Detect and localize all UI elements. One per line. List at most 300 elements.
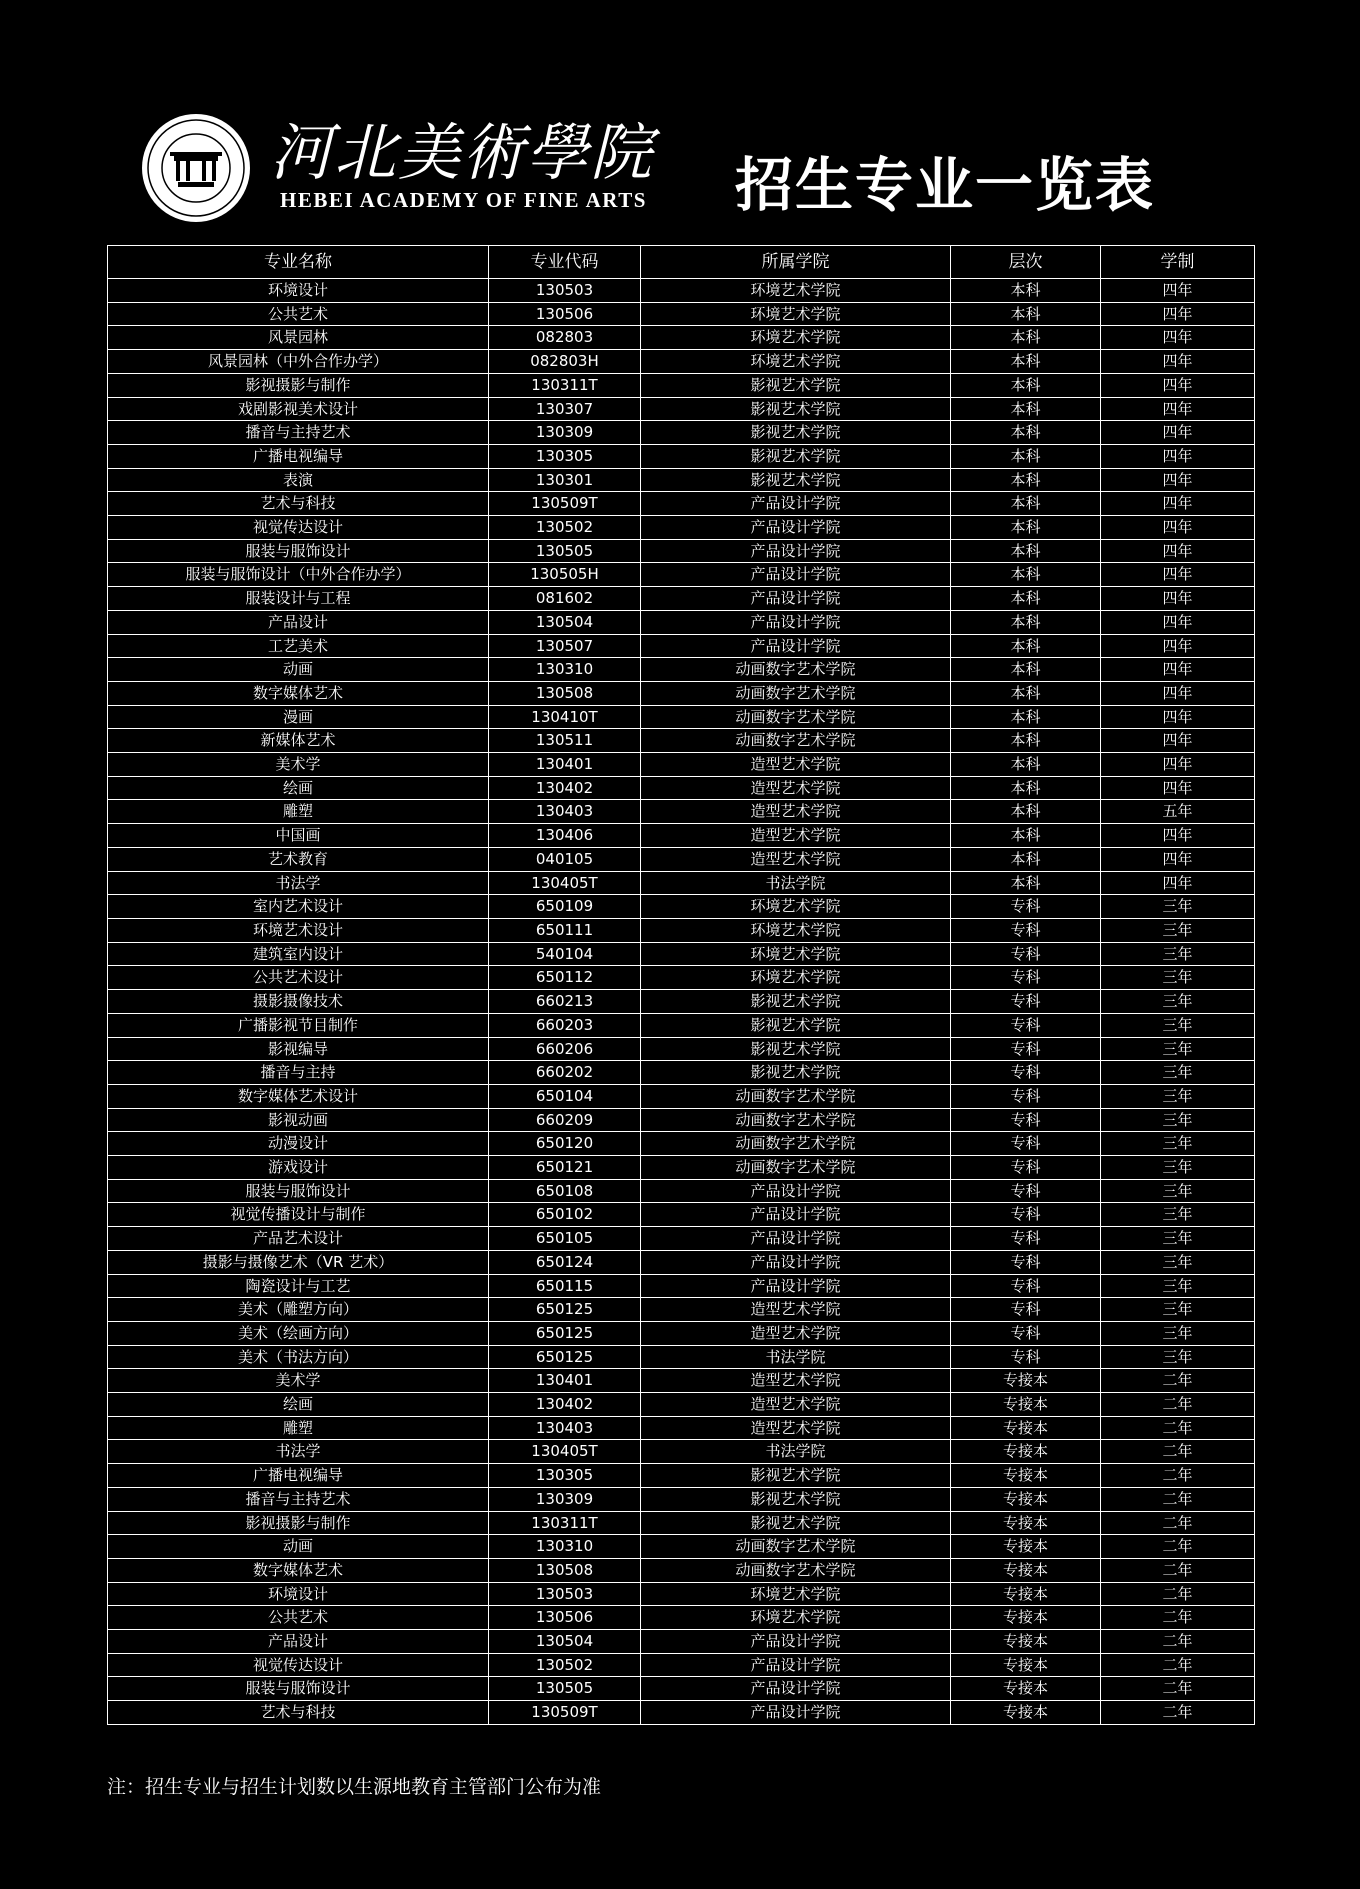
level-cell: 本科	[951, 729, 1101, 753]
college-cell: 产品设计学院	[641, 1653, 951, 1677]
college-cell: 影视艺术学院	[641, 1061, 951, 1085]
table-row	[108, 634, 1255, 658]
major-name-cell: 服装设计与工程	[108, 587, 489, 611]
major-code-cell: 660209	[489, 1108, 641, 1132]
table-row	[108, 421, 1255, 445]
major-name-cell: 动漫设计	[108, 1132, 489, 1156]
major-code-cell: 130402	[489, 1393, 641, 1417]
duration-cell: 四年	[1101, 279, 1255, 303]
table-row	[108, 587, 1255, 611]
major-code-cell: 130309	[489, 1487, 641, 1511]
major-name-cell: 环境设计	[108, 1582, 489, 1606]
level-cell: 专科	[951, 1179, 1101, 1203]
college-cell: 环境艺术学院	[641, 918, 951, 942]
duration-cell: 三年	[1101, 1321, 1255, 1345]
duration-cell: 二年	[1101, 1535, 1255, 1559]
major-code-cell: 650104	[489, 1084, 641, 1108]
major-name-cell: 环境艺术设计	[108, 918, 489, 942]
major-name-cell: 产品设计	[108, 610, 489, 634]
college-cell: 动画数字艺术学院	[641, 1084, 951, 1108]
duration-cell: 三年	[1101, 1179, 1255, 1203]
level-cell: 本科	[951, 492, 1101, 516]
level-cell: 专科	[951, 1227, 1101, 1251]
table-row	[108, 610, 1255, 634]
major-name-cell: 美术学	[108, 753, 489, 777]
major-code-cell: 660213	[489, 990, 641, 1014]
major-name-cell: 播音与主持	[108, 1061, 489, 1085]
major-code-cell: 650105	[489, 1227, 641, 1251]
level-cell: 专科	[951, 1061, 1101, 1085]
major-code-cell: 660206	[489, 1037, 641, 1061]
duration-cell: 三年	[1101, 1013, 1255, 1037]
college-cell: 影视艺术学院	[641, 990, 951, 1014]
major-code-cell: 130504	[489, 1630, 641, 1654]
duration-cell: 二年	[1101, 1701, 1255, 1725]
table-row	[108, 1345, 1255, 1369]
college-cell: 影视艺术学院	[641, 1511, 951, 1535]
duration-cell: 四年	[1101, 871, 1255, 895]
table-row	[108, 776, 1255, 800]
duration-cell: 三年	[1101, 990, 1255, 1014]
duration-cell: 二年	[1101, 1440, 1255, 1464]
major-name-cell: 戏剧影视美术设计	[108, 397, 489, 421]
college-cell: 造型艺术学院	[641, 800, 951, 824]
level-cell: 专科	[951, 1298, 1101, 1322]
major-code-cell: 130506	[489, 302, 641, 326]
major-name-cell: 美术学	[108, 1369, 489, 1393]
column-header-major-name: 专业名称	[108, 246, 489, 279]
school-name-en: HEBEI ACADEMY OF FINE ARTS	[280, 188, 647, 212]
level-cell: 专接本	[951, 1630, 1101, 1654]
major-code-cell: 130406	[489, 824, 641, 848]
level-cell: 专科	[951, 895, 1101, 919]
major-code-cell: 650115	[489, 1274, 641, 1298]
college-cell: 造型艺术学院	[641, 824, 951, 848]
table-row	[108, 350, 1255, 374]
college-cell: 动画数字艺术学院	[641, 681, 951, 705]
duration-cell: 二年	[1101, 1630, 1255, 1654]
level-cell: 本科	[951, 610, 1101, 634]
duration-cell: 四年	[1101, 634, 1255, 658]
level-cell: 专接本	[951, 1416, 1101, 1440]
major-code-cell: 130305	[489, 444, 641, 468]
footnote: 注：招生专业与招生计划数以生源地教育主管部门公布为准	[107, 1776, 602, 1798]
major-code-cell: 130401	[489, 1369, 641, 1393]
table-row	[108, 824, 1255, 848]
college-cell: 造型艺术学院	[641, 1298, 951, 1322]
major-name-cell: 数字媒体艺术设计	[108, 1084, 489, 1108]
college-cell: 产品设计学院	[641, 563, 951, 587]
college-cell: 环境艺术学院	[641, 942, 951, 966]
table-row	[108, 1582, 1255, 1606]
school-seal-icon	[140, 112, 252, 224]
duration-cell: 四年	[1101, 729, 1255, 753]
level-cell: 专科	[951, 942, 1101, 966]
level-cell: 本科	[951, 444, 1101, 468]
college-cell: 动画数字艺术学院	[641, 1132, 951, 1156]
level-cell: 本科	[951, 681, 1101, 705]
table-row	[108, 658, 1255, 682]
level-cell: 专科	[951, 1108, 1101, 1132]
major-code-cell: 130505	[489, 1677, 641, 1701]
level-cell: 本科	[951, 563, 1101, 587]
table-row	[108, 397, 1255, 421]
table-row	[108, 1037, 1255, 1061]
duration-cell: 二年	[1101, 1582, 1255, 1606]
table-row	[108, 1630, 1255, 1654]
major-name-cell: 漫画	[108, 705, 489, 729]
major-name-cell: 摄影摄像技术	[108, 990, 489, 1014]
major-code-cell: 650120	[489, 1132, 641, 1156]
table-row	[108, 1108, 1255, 1132]
table-body	[108, 279, 1255, 1725]
level-cell: 专科	[951, 1037, 1101, 1061]
level-cell: 专接本	[951, 1558, 1101, 1582]
table-row	[108, 563, 1255, 587]
major-code-cell: 130505H	[489, 563, 641, 587]
college-cell: 影视艺术学院	[641, 1037, 951, 1061]
major-name-cell: 美术（绘画方向）	[108, 1321, 489, 1345]
duration-cell: 四年	[1101, 776, 1255, 800]
major-code-cell: 130503	[489, 1582, 641, 1606]
table-row	[108, 1487, 1255, 1511]
level-cell: 本科	[951, 373, 1101, 397]
table-row	[108, 539, 1255, 563]
level-cell: 本科	[951, 776, 1101, 800]
table-row	[108, 492, 1255, 516]
duration-cell: 四年	[1101, 326, 1255, 350]
table-row	[108, 1511, 1255, 1535]
duration-cell: 二年	[1101, 1416, 1255, 1440]
college-cell: 造型艺术学院	[641, 776, 951, 800]
college-cell: 书法学院	[641, 1345, 951, 1369]
level-cell: 专科	[951, 966, 1101, 990]
major-name-cell: 美术（雕塑方向）	[108, 1298, 489, 1322]
table-row	[108, 468, 1255, 492]
college-cell: 书法学院	[641, 1440, 951, 1464]
level-cell: 专科	[951, 1250, 1101, 1274]
table-row	[108, 373, 1255, 397]
major-name-cell: 美术（书法方向）	[108, 1345, 489, 1369]
college-cell: 产品设计学院	[641, 1179, 951, 1203]
level-cell: 专接本	[951, 1440, 1101, 1464]
level-cell: 专科	[951, 1203, 1101, 1227]
level-cell: 本科	[951, 658, 1101, 682]
major-code-cell: 130405T	[489, 871, 641, 895]
major-name-cell: 产品设计	[108, 1630, 489, 1654]
table-row	[108, 895, 1255, 919]
major-name-cell: 环境设计	[108, 279, 489, 303]
major-code-cell: 130410T	[489, 705, 641, 729]
duration-cell: 二年	[1101, 1393, 1255, 1417]
column-header-major-code: 专业代码	[489, 246, 641, 279]
table-row	[108, 326, 1255, 350]
major-code-cell: 130502	[489, 516, 641, 540]
table-row	[108, 516, 1255, 540]
major-name-cell: 影视动画	[108, 1108, 489, 1132]
table-row	[108, 1606, 1255, 1630]
college-cell: 环境艺术学院	[641, 350, 951, 374]
college-cell: 造型艺术学院	[641, 847, 951, 871]
table-row	[108, 1203, 1255, 1227]
column-header-duration: 学制	[1101, 246, 1255, 279]
duration-cell: 四年	[1101, 610, 1255, 634]
major-code-cell: 650125	[489, 1298, 641, 1322]
major-name-cell: 风景园林（中外合作办学）	[108, 350, 489, 374]
table-row	[108, 1464, 1255, 1488]
college-cell: 造型艺术学院	[641, 1321, 951, 1345]
major-code-cell: 650102	[489, 1203, 641, 1227]
level-cell: 本科	[951, 753, 1101, 777]
table-row	[108, 1653, 1255, 1677]
duration-cell: 三年	[1101, 1156, 1255, 1180]
table-row	[108, 1321, 1255, 1345]
duration-cell: 四年	[1101, 516, 1255, 540]
duration-cell: 四年	[1101, 824, 1255, 848]
major-code-cell: 130508	[489, 1558, 641, 1582]
major-code-cell: 650124	[489, 1250, 641, 1274]
college-cell: 环境艺术学院	[641, 302, 951, 326]
major-code-cell: 130401	[489, 753, 641, 777]
major-name-cell: 广播电视编导	[108, 1464, 489, 1488]
major-name-cell: 建筑室内设计	[108, 942, 489, 966]
level-cell: 本科	[951, 705, 1101, 729]
major-code-cell: 130402	[489, 776, 641, 800]
duration-cell: 四年	[1101, 302, 1255, 326]
major-code-cell: 082803	[489, 326, 641, 350]
table-row	[108, 1227, 1255, 1251]
major-code-cell: 130301	[489, 468, 641, 492]
duration-cell: 四年	[1101, 705, 1255, 729]
major-name-cell: 视觉传达设计	[108, 1653, 489, 1677]
level-cell: 专接本	[951, 1487, 1101, 1511]
major-code-cell: 130310	[489, 1535, 641, 1559]
level-cell: 专接本	[951, 1653, 1101, 1677]
table-row	[108, 1369, 1255, 1393]
duration-cell: 二年	[1101, 1606, 1255, 1630]
table-row	[108, 729, 1255, 753]
level-cell: 专科	[951, 1084, 1101, 1108]
college-cell: 动画数字艺术学院	[641, 1156, 951, 1180]
major-code-cell: 130504	[489, 610, 641, 634]
major-name-cell: 游戏设计	[108, 1156, 489, 1180]
major-code-cell: 130311T	[489, 1511, 641, 1535]
level-cell: 专接本	[951, 1511, 1101, 1535]
college-cell: 造型艺术学院	[641, 753, 951, 777]
major-name-cell: 艺术与科技	[108, 1701, 489, 1725]
table-row	[108, 279, 1255, 303]
major-name-cell: 影视编导	[108, 1037, 489, 1061]
duration-cell: 五年	[1101, 800, 1255, 824]
major-code-cell: 081602	[489, 587, 641, 611]
college-cell: 产品设计学院	[641, 1630, 951, 1654]
major-name-cell: 绘画	[108, 1393, 489, 1417]
table-row	[108, 1061, 1255, 1085]
major-code-cell: 130511	[489, 729, 641, 753]
table-row	[108, 1250, 1255, 1274]
duration-cell: 四年	[1101, 492, 1255, 516]
college-cell: 产品设计学院	[641, 1274, 951, 1298]
college-cell: 动画数字艺术学院	[641, 1558, 951, 1582]
level-cell: 本科	[951, 871, 1101, 895]
major-name-cell: 雕塑	[108, 800, 489, 824]
duration-cell: 三年	[1101, 1084, 1255, 1108]
major-code-cell: 130403	[489, 1416, 641, 1440]
college-cell: 影视艺术学院	[641, 468, 951, 492]
major-name-cell: 公共艺术	[108, 1606, 489, 1630]
table-row	[108, 444, 1255, 468]
table-header-row	[108, 246, 1255, 279]
table-row	[108, 800, 1255, 824]
major-name-cell: 书法学	[108, 1440, 489, 1464]
college-cell: 动画数字艺术学院	[641, 658, 951, 682]
duration-cell: 四年	[1101, 397, 1255, 421]
major-name-cell: 摄影与摄像艺术（VR 艺术）	[108, 1250, 489, 1274]
level-cell: 专科	[951, 918, 1101, 942]
major-code-cell: 660203	[489, 1013, 641, 1037]
major-name-cell: 服装与服饰设计	[108, 1677, 489, 1701]
table-row	[108, 871, 1255, 895]
table-row	[108, 753, 1255, 777]
major-name-cell: 数字媒体艺术	[108, 1558, 489, 1582]
column-header-level: 层次	[951, 246, 1101, 279]
school-name-cn: 河北美術學院	[270, 116, 655, 189]
major-code-cell: 650125	[489, 1321, 641, 1345]
college-cell: 影视艺术学院	[641, 397, 951, 421]
college-cell: 环境艺术学院	[641, 966, 951, 990]
table-row	[108, 1677, 1255, 1701]
major-name-cell: 公共艺术设计	[108, 966, 489, 990]
major-code-cell: 650111	[489, 918, 641, 942]
college-cell: 产品设计学院	[641, 610, 951, 634]
major-code-cell: 130507	[489, 634, 641, 658]
college-cell: 产品设计学院	[641, 539, 951, 563]
level-cell: 专科	[951, 1345, 1101, 1369]
table-row	[108, 1701, 1255, 1725]
level-cell: 本科	[951, 421, 1101, 445]
major-name-cell: 播音与主持艺术	[108, 1487, 489, 1511]
level-cell: 本科	[951, 634, 1101, 658]
duration-cell: 四年	[1101, 681, 1255, 705]
level-cell: 专接本	[951, 1677, 1101, 1701]
level-cell: 本科	[951, 397, 1101, 421]
major-name-cell: 产品艺术设计	[108, 1227, 489, 1251]
major-name-cell: 艺术与科技	[108, 492, 489, 516]
level-cell: 本科	[951, 326, 1101, 350]
duration-cell: 三年	[1101, 1132, 1255, 1156]
major-code-cell: 130502	[489, 1653, 641, 1677]
table-row	[108, 1156, 1255, 1180]
level-cell: 专接本	[951, 1535, 1101, 1559]
major-name-cell: 工艺美术	[108, 634, 489, 658]
major-code-cell: 130309	[489, 421, 641, 445]
major-code-cell: 650108	[489, 1179, 641, 1203]
major-name-cell: 影视摄影与制作	[108, 373, 489, 397]
duration-cell: 四年	[1101, 421, 1255, 445]
duration-cell: 二年	[1101, 1464, 1255, 1488]
college-cell: 产品设计学院	[641, 492, 951, 516]
college-cell: 影视艺术学院	[641, 421, 951, 445]
duration-cell: 四年	[1101, 658, 1255, 682]
college-cell: 环境艺术学院	[641, 1582, 951, 1606]
majors-table	[107, 245, 1255, 1725]
major-code-cell: 660202	[489, 1061, 641, 1085]
table-row	[108, 1274, 1255, 1298]
major-name-cell: 动画	[108, 1535, 489, 1559]
major-code-cell: 130509T	[489, 1701, 641, 1725]
duration-cell: 四年	[1101, 468, 1255, 492]
duration-cell: 三年	[1101, 895, 1255, 919]
major-name-cell: 服装与服饰设计（中外合作办学）	[108, 563, 489, 587]
major-code-cell: 130405T	[489, 1440, 641, 1464]
level-cell: 本科	[951, 800, 1101, 824]
level-cell: 专接本	[951, 1369, 1101, 1393]
duration-cell: 三年	[1101, 1298, 1255, 1322]
level-cell: 本科	[951, 516, 1101, 540]
major-name-cell: 风景园林	[108, 326, 489, 350]
major-name-cell: 雕塑	[108, 1416, 489, 1440]
major-name-cell: 广播电视编导	[108, 444, 489, 468]
major-code-cell: 082803H	[489, 350, 641, 374]
major-name-cell: 中国画	[108, 824, 489, 848]
duration-cell: 三年	[1101, 1037, 1255, 1061]
duration-cell: 三年	[1101, 966, 1255, 990]
college-cell: 影视艺术学院	[641, 444, 951, 468]
college-cell: 造型艺术学院	[641, 1393, 951, 1417]
college-cell: 产品设计学院	[641, 1701, 951, 1725]
major-code-cell: 130305	[489, 1464, 641, 1488]
duration-cell: 二年	[1101, 1487, 1255, 1511]
college-cell: 产品设计学院	[641, 1227, 951, 1251]
table-row	[108, 1013, 1255, 1037]
major-name-cell: 书法学	[108, 871, 489, 895]
major-name-cell: 公共艺术	[108, 302, 489, 326]
duration-cell: 三年	[1101, 942, 1255, 966]
table-row	[108, 302, 1255, 326]
college-cell: 动画数字艺术学院	[641, 1108, 951, 1132]
level-cell: 专科	[951, 1321, 1101, 1345]
college-cell: 影视艺术学院	[641, 373, 951, 397]
college-cell: 环境艺术学院	[641, 326, 951, 350]
duration-cell: 三年	[1101, 1227, 1255, 1251]
major-name-cell: 视觉传达设计	[108, 516, 489, 540]
major-code-cell: 130403	[489, 800, 641, 824]
major-name-cell: 室内艺术设计	[108, 895, 489, 919]
duration-cell: 三年	[1101, 1345, 1255, 1369]
major-code-cell: 130311T	[489, 373, 641, 397]
level-cell: 专接本	[951, 1393, 1101, 1417]
major-code-cell: 540104	[489, 942, 641, 966]
duration-cell: 二年	[1101, 1653, 1255, 1677]
major-code-cell: 650125	[489, 1345, 641, 1369]
table-row	[108, 847, 1255, 871]
major-code-cell: 130508	[489, 681, 641, 705]
table-row	[108, 942, 1255, 966]
college-cell: 环境艺术学院	[641, 895, 951, 919]
duration-cell: 三年	[1101, 1203, 1255, 1227]
college-cell: 书法学院	[641, 871, 951, 895]
duration-cell: 四年	[1101, 350, 1255, 374]
college-cell: 环境艺术学院	[641, 279, 951, 303]
major-name-cell: 广播影视节目制作	[108, 1013, 489, 1037]
college-cell: 环境艺术学院	[641, 1606, 951, 1630]
major-name-cell: 播音与主持艺术	[108, 421, 489, 445]
table-row	[108, 1084, 1255, 1108]
header	[140, 112, 1240, 222]
duration-cell: 三年	[1101, 1274, 1255, 1298]
major-name-cell: 绘画	[108, 776, 489, 800]
table-row	[108, 1558, 1255, 1582]
